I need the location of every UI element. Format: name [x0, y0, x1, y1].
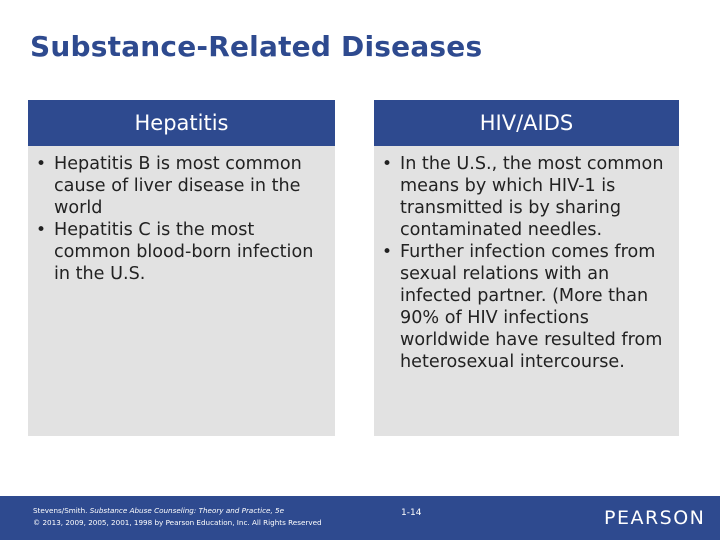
hepatitis-header-label: Hepatitis: [134, 111, 229, 135]
hiv-aids-panel: [374, 146, 679, 436]
slide-title: Substance-Related Diseases: [30, 30, 483, 63]
citation-authors: Stevens/Smith.: [33, 506, 88, 515]
hiv-aids-bullet-list: [382, 153, 671, 373]
hepatitis-bullet-list: [36, 153, 321, 285]
hiv-aids-bullet-2: [382, 241, 671, 373]
hepatitis-bullet-2-text: Hepatitis C is the most common blood-born infection in the U.S.: [54, 220, 314, 284]
hepatitis-bullet-2: [36, 219, 321, 285]
hiv-aids-header: [374, 100, 679, 146]
hiv-aids-bullet-2-text: Further infection comes from sexual relations with an infected partner. (More than 90% of HIV infections worldwide have resulted from heterosexual intercourse.: [400, 242, 663, 372]
bullet-icon: •: [36, 154, 47, 174]
hiv-aids-bullet-1: [382, 153, 671, 241]
footer-bar: [0, 496, 720, 540]
hepatitis-bullet-1: [36, 153, 321, 219]
page-number: 1-14: [401, 508, 422, 518]
hiv-aids-header-label: HIV/AIDS: [479, 111, 574, 135]
footer-citation: [33, 505, 322, 529]
hepatitis-bullet-1-text: Hepatitis B is most common cause of liver disease in the world: [54, 154, 302, 218]
citation-line: [33, 505, 322, 517]
hepatitis-header: [28, 100, 335, 146]
bullet-icon: •: [382, 242, 393, 262]
hepatitis-panel: [28, 146, 335, 436]
citation-book-title: Substance Abuse Counseling: Theory and Practice, 5e: [89, 506, 285, 515]
hiv-aids-bullet-1-text: In the U.S., the most common means by which HIV-1 is transmitted is by sharing contaminated needles.: [400, 154, 664, 240]
bullet-icon: •: [36, 220, 47, 240]
pearson-logo: PEARSON: [604, 507, 706, 529]
copyright-text: © 2013, 2009, 2005, 2001, 1998 by Pearson Education, Inc. All Rights Reserved: [33, 518, 322, 527]
bullet-icon: •: [382, 154, 393, 174]
